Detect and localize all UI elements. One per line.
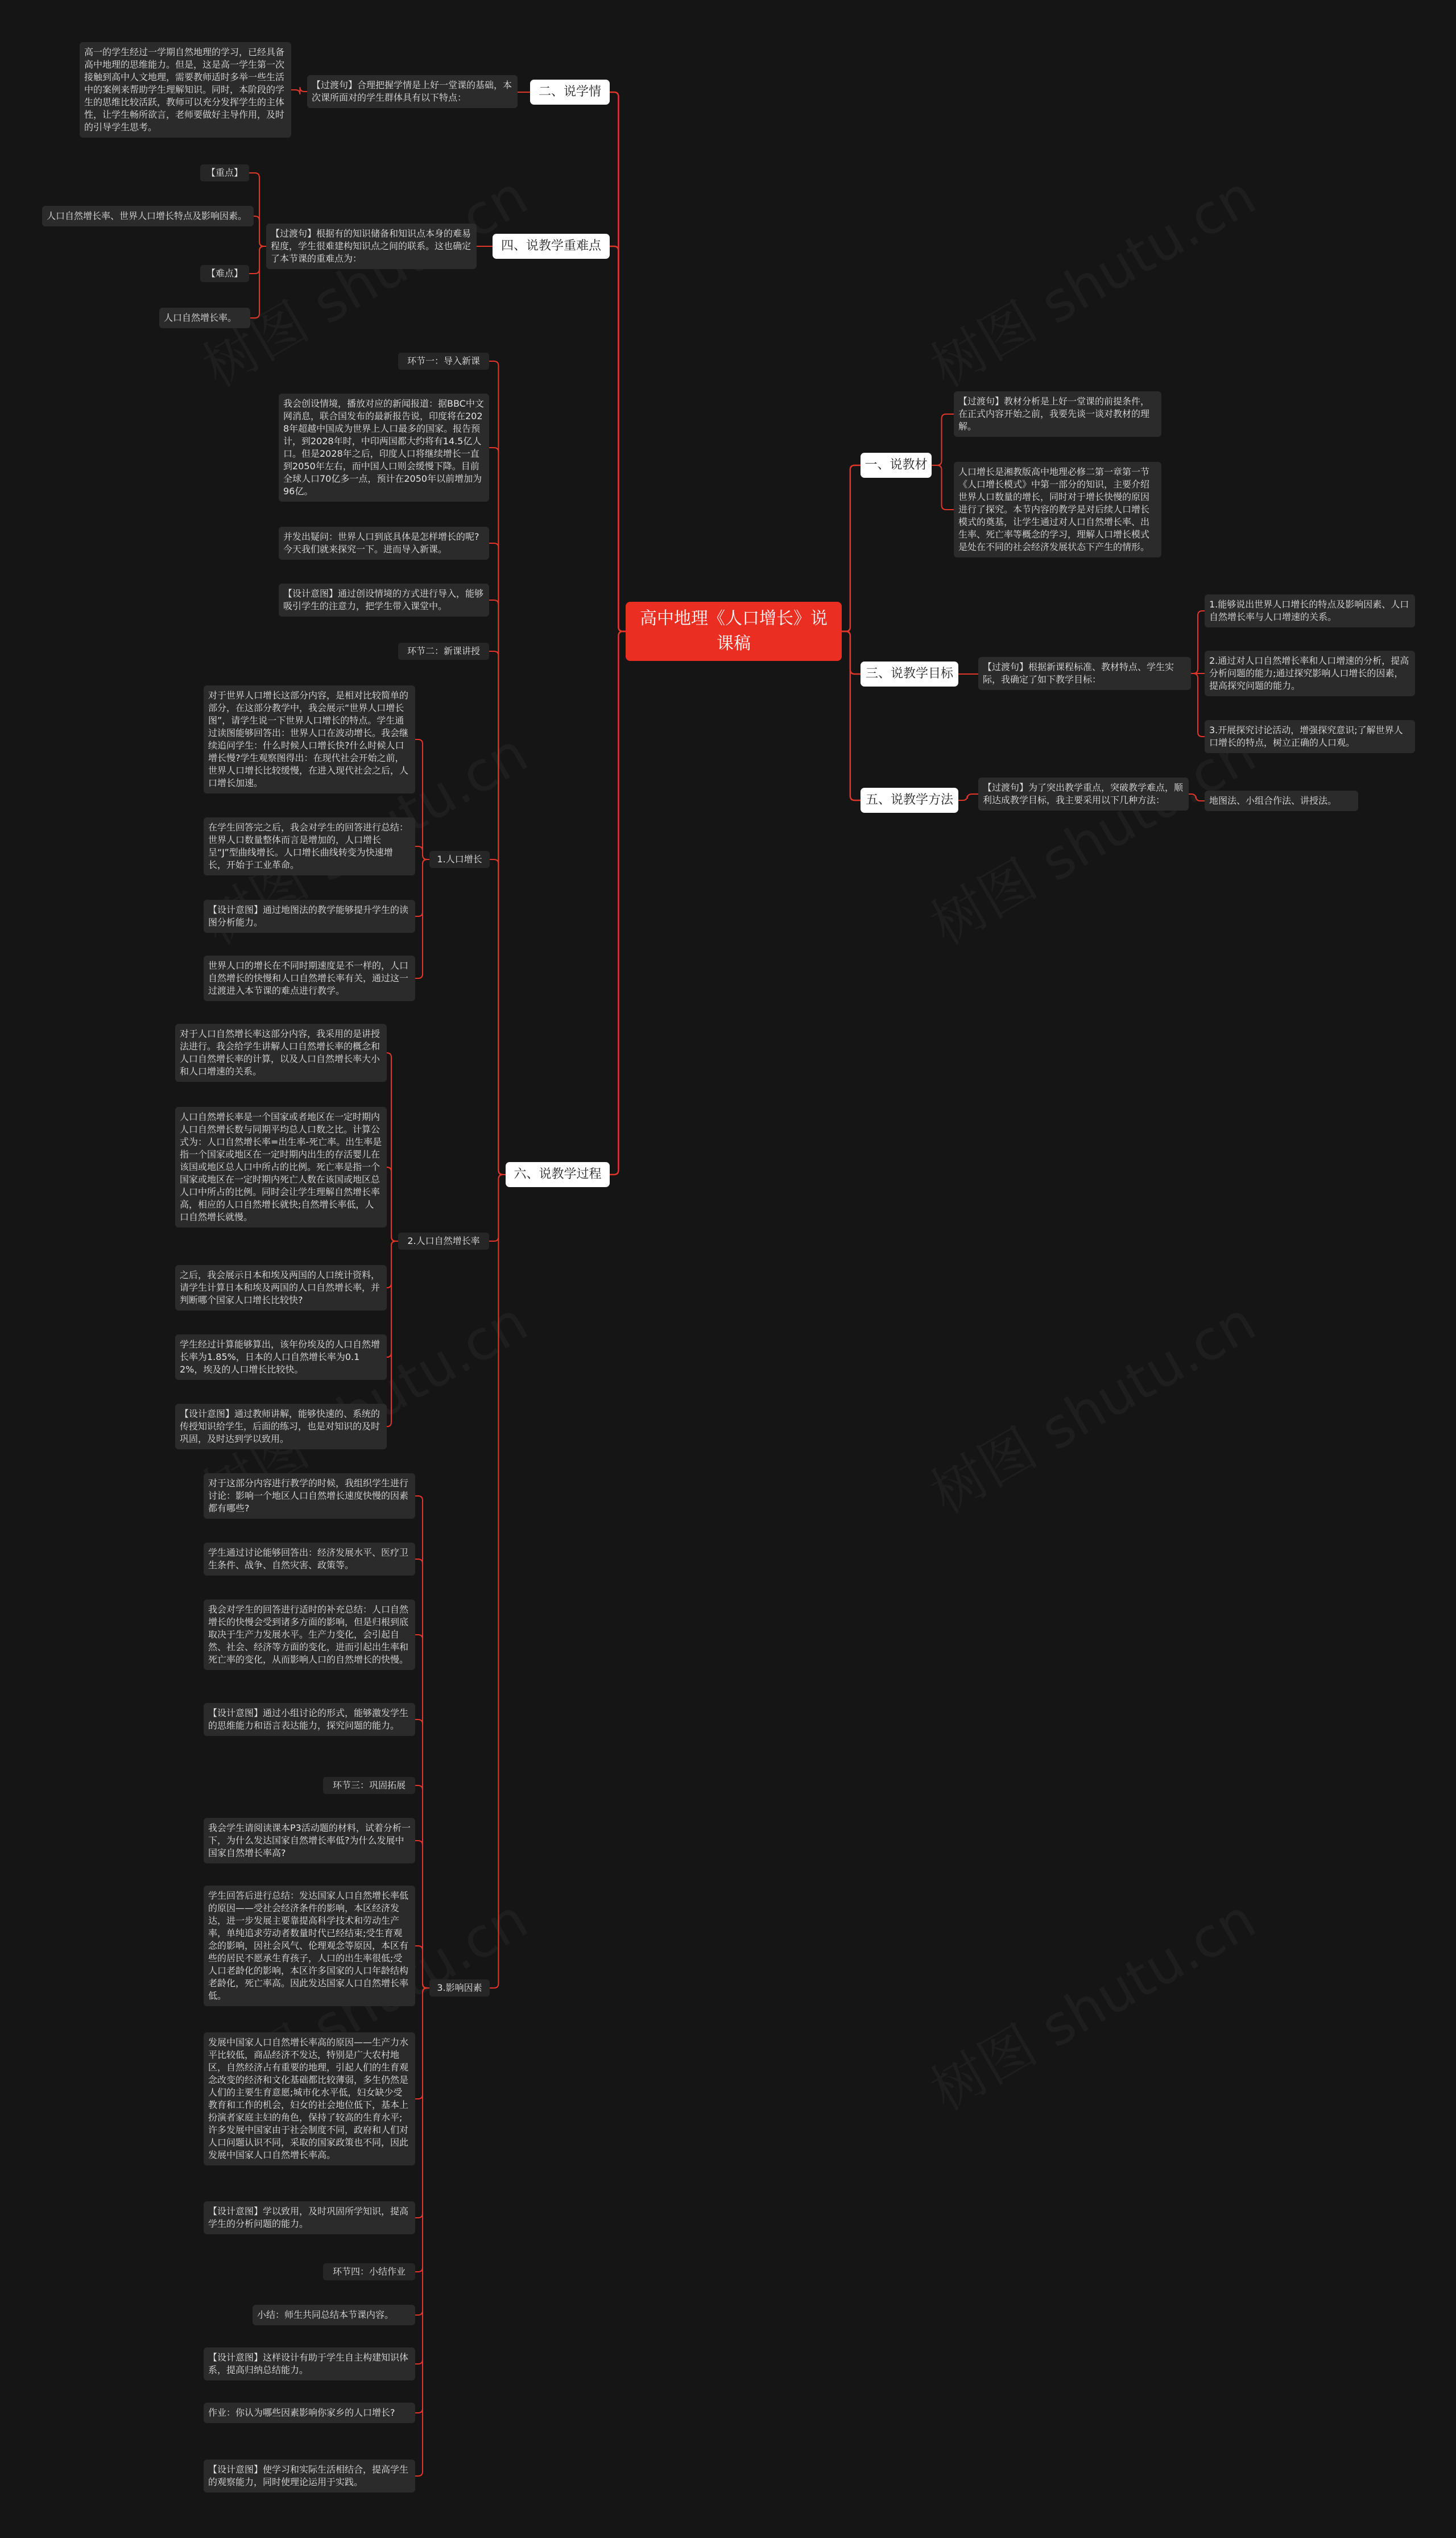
branch-keypoints[interactable]: 四、说教学重难点 — [493, 234, 610, 259]
summary-design: 【设计意图】这样设计有助于学生自主构建知识体系，提高归纳总结能力。 — [204, 2347, 415, 2380]
connector-line — [415, 739, 429, 859]
consolidation-design: 【设计意图】学以致用，及时巩固所学知识，提高学生的分析问题的能力。 — [204, 2201, 415, 2234]
methods-list: 地图法、小组合作法、讲授法。 — [1205, 791, 1358, 811]
connector-line — [415, 1946, 429, 1988]
connector-line — [842, 465, 861, 631]
rate-definition: 人口自然增长率是一个国家或者地区在一定时期内人口自然增长数与同期平均总人口数之比。计算公式为：人口自然增长率=出生率-死亡率。出生率是指一个国家或地区在一定时期内出生的存活婴儿在该国或地区总人口中所占的比例。死亡率是指一个国家或地区在一定时期内死亡人数在该国或地区总人口中所占的比例。同时会让学生理解自然增长率高，相应的人口自然增长就快;自然增长率低，人口自然增长就慢。 — [175, 1107, 387, 1227]
connector-line — [415, 1988, 429, 2476]
connector-line — [387, 1241, 398, 1288]
connector-line — [387, 1053, 398, 1241]
students-transition: 【过渡句】合理把握学情是上好一堂课的基础，本次课所面对的学生群体具有以下特点： — [307, 75, 518, 108]
objective-3: 3.开展探究讨论活动，增强探究意识;了解世界人口增长的特点，树立正确的人口观。 — [1205, 720, 1415, 753]
branch-students[interactable]: 二、说学情 — [530, 80, 610, 105]
connector-line — [932, 465, 954, 510]
connector-line — [489, 448, 506, 1175]
developing-countries: 发展中国家人口自然增长率高的原因——生产力水平比较低，商品经济不发达，特别是广大农村地区，自然经济占有重要的地理，引起人们的生育观念改变的经济和文化基础都比较薄弱，多生仍然是人们的主要生育意愿;城市化水平低，妇女缺少受教育和工作的机会，妇女的社会地位低下，基本上扮演者家庭主妇的角色，保持了较高的生育水平;许多发展中国家由于社会制度不同，政府和人们对人口问题认识不同，采取的国家政策也不同，因此发展中国家人口自然增长率高。 — [204, 2032, 415, 2165]
connector-line — [490, 859, 506, 1175]
growth-design: 【设计意图】通过地图法的教学能够提升学生的读图分析能力。 — [204, 900, 415, 933]
growth-content-2: 在学生回答完之后，我会对学生的回答进行总结：世界人口数量整体而言是增加的，人口增长呈“J”型曲线增长。人口增长曲线转变为快速增长，开始于工业革命。 — [204, 817, 415, 875]
rate-design: 【设计意图】通过教师讲解，能够快速的、系统的传授知识给学生，后面的练习，也是对知识的及时巩固，及时达到学以致用。 — [175, 1404, 387, 1449]
textbook-content: 人口增长是湘教版高中地理必修二第一章第一节《人口增长模式》中第一部分的知识，主要介绍世界人口数量的增长，同时对于增长快慢的原因进行了探究。本节内容的教学是对后续人口增长模式的奠基，让学生通过对人口自然增长率、出生率、死亡率等概念的学习，理解人口增长模式是处在不同的社会经济发展状态下产生的情形。 — [954, 462, 1161, 557]
factors-summary: 我会对学生的回答进行适时的补充总结：人口自然增长的快慢会受到诸多方面的影响，但是归根到底取决于生产力发展水平。生产力变化，会引起自然、社会、经济等方面的变化，进而引起出生率和死亡率的变化，从而影响人口的自然增长的快慢。 — [204, 1599, 415, 1670]
connector-line — [610, 631, 626, 1175]
branch-objectives[interactable]: 三、说教学目标 — [861, 662, 958, 687]
connector-line — [489, 1175, 506, 1241]
connector-line — [250, 246, 266, 318]
rate-exercise: 之后，我会展示日本和埃及两国的人口统计资料，请学生计算日本和埃及两国的人口自然增长率，并判断哪个国家人口增长比较快? — [175, 1265, 387, 1311]
connector-line — [249, 246, 266, 274]
objectives-transition: 【过渡句】根据新课程标准、教材特点、学生实际，我确定了如下教学目标： — [978, 657, 1191, 690]
topic-influencing-factors: 3.影响因素 — [429, 1979, 490, 1996]
homework: 作业：你认为哪些因素影响你家乡的人口增长? — [204, 2403, 415, 2423]
connector-line — [291, 87, 307, 94]
homework-design: 【设计意图】使学习和实际生活相结合，提高学生的观察能力，同时使理论运用于实践。 — [204, 2460, 415, 2492]
summary: 小结：师生共同总结本节课内容。 — [253, 2305, 415, 2325]
keypoint-content: 人口自然增长率、世界人口增长特点及影响因素。 — [42, 206, 254, 226]
connector-line — [1191, 673, 1205, 737]
step-3-title: 环节三：巩固拓展 — [323, 1777, 415, 1794]
step-2-title: 环节二：新课讲授 — [398, 643, 489, 660]
methods-transition: 【过渡句】为了突出教学重点，突破教学难点，顺利达成教学目标，我主要采用以下几种方法： — [978, 778, 1189, 811]
connector-line — [387, 1241, 398, 1427]
connector-line — [932, 414, 954, 465]
connector-line — [489, 361, 506, 1175]
textbook-transition: 【过渡句】教材分析是上好一堂课的前提条件，在正式内容开始之前，我要先谈一谈对教材的理解。 — [954, 391, 1161, 437]
branch-methods[interactable]: 五、说教学方法 — [861, 788, 958, 813]
root-node[interactable]: 高中地理《人口增长》说课稿 — [626, 602, 842, 661]
growth-content-1: 对于世界人口增长这部分内容，是相对比较简单的部分，在这部分教学中，我会展示“世界人口增长图”，请学生说一下世界人口增长的特点。学生通过读图能够回答出：世界人口在波动增长。我会继续追问学生：什么时候人口增长快?什么时候人口增长慢?学生观察图得出：在现代社会开始之前，世界人口增长比较缓慢，在进入现代社会之后，人口增长加速。 — [204, 685, 415, 793]
connector-line — [254, 216, 266, 246]
keypoints-transition: 【过渡句】根据有的知识储备和知识点本身的难易程度，学生很难建构知识点之间的联系。这也确定了本节课的重难点为： — [266, 224, 477, 269]
step-4-title: 环节四：小结作业 — [323, 2263, 415, 2280]
objective-2: 2.通过对人口自然增长率和人口增速的分析，提高分析问题的能力;通过探究影响人口增长的因素，提高探究问题的能力。 — [1205, 651, 1415, 696]
connector-line — [842, 631, 861, 674]
branch-textbook[interactable]: 一、说教材 — [861, 453, 932, 478]
step-1-title: 环节一：导入新课 — [398, 353, 489, 370]
step-1-design: 【设计意图】通过创设情境的方式进行导入，能够吸引学生的注意力，把学生带入课堂中。 — [279, 584, 489, 617]
rate-content-1: 对于人口自然增长率这部分内容，我采用的是讲授法进行。我会给学生讲解人口自然增长率的概念和人口自然增长率的计算，以及人口自然增长率大小和人口增速的关系。 — [175, 1024, 387, 1082]
students-description: 高一的学生经过一学期自然地理的学习，已经具备高中地理的思维能力。但是，这是高一学生第一次接触到高中人文地理，需要教师适时多举一些生活中的案例来帮助学生理解知识。同时，本阶段的学生的思维比较活跃，教师可以充分发挥学生的主体性，让学生畅所欲言，老师要做好主导作用，及时的引导学生思考。 — [80, 42, 291, 138]
connector-line — [842, 631, 861, 800]
factors-discussion: 对于这部分内容进行教学的时候，我组织学生进行讨论：影响一个地区人口自然增长速度快慢的因素都有哪些? — [204, 1473, 415, 1519]
connector-line — [489, 651, 506, 1175]
branch-process[interactable]: 六、说教学过程 — [506, 1162, 610, 1187]
objective-1: 1.能够说出世界人口增长的特点及影响因素、人口自然增长率与人口增速的关系。 — [1205, 594, 1415, 627]
connector-line — [490, 1175, 506, 1988]
topic-population-growth: 1.人口增长 — [429, 851, 490, 868]
connector-line — [610, 246, 626, 631]
connector-line — [1191, 611, 1205, 673]
factors-design: 【设计意图】通过小组讨论的形式，能够激发学生的思维能力和语言表达能力，探究问题的能力。 — [204, 1703, 415, 1736]
connector-line — [415, 859, 429, 978]
step-1-intro: 我会创设情境，播放对应的新闻报道：据BBC中文网消息，联合国发布的最新报告说，印度将在2028年超越中国成为世界上人口最多的国家。报告预计，到2028年时，中印两国都大约将有14.5亿人口。但是2028年之后，印度人口将继续增长一直到2050年左右，而中国人口则会缓慢下降。目前全球人口70亿多一点，预计在2050年以前增加为96亿。 — [279, 394, 489, 502]
difficulty-content: 人口自然增长率。 — [159, 308, 250, 328]
rate-answer: 学生经过计算能够算出，该年份埃及的人口自然增长率为1.85%，日本的人口自然增长率为0.12%，埃及的人口增长比较快。 — [175, 1334, 387, 1380]
keypoint-label: 【重点】 — [200, 164, 249, 181]
connector-line — [489, 600, 506, 1175]
developed-countries: 学生回答后进行总结：发达国家人口自然增长率低的原因——受社会经济条件的影响，本区经济发达，进一步发展主要靠提高科学技术和劳动生产率，单纯追求劳动者数量时代已经结束;受生育观念的影响，因社会风气、伦理观念等原因，本区有些的居民不愿承生育孩子，人口的出生率很低;受人口老龄化的影响，本区许多国家的人口年龄结构老龄化，死亡率高。因此发达国家人口自然增长率低。 — [204, 1886, 415, 2006]
topic-natural-growth-rate: 2.人口自然增长率 — [398, 1233, 489, 1250]
difficulty-label: 【难点】 — [200, 265, 249, 282]
connector-line — [415, 846, 429, 859]
growth-transition: 世界人口的增长在不同时期速度是不一样的，人口自然增长的快慢和人口自然增长率有关，通过这一过渡进入本节课的难点进行教学。 — [204, 956, 415, 1001]
connector-line — [1189, 794, 1205, 801]
connector-line — [387, 1241, 398, 1357]
consolidation-question: 我会学生请阅读课本P3活动题的材料，试着分析一下，为什么发达国家自然增长率低?为什么发展中国家自然增长率高? — [204, 1818, 415, 1863]
connector-line — [610, 92, 626, 631]
connector-line — [958, 794, 978, 800]
connector-line — [387, 1167, 398, 1241]
factors-answer: 学生通过讨论能够回答出：经济发展水平、医疗卫生条件、战争、自然灾害、政策等。 — [204, 1543, 415, 1576]
step-1-question: 并发出疑问：世界人口到底具体是怎样增长的呢?今天我们就来探究一下。进而导入新课。 — [279, 527, 489, 560]
